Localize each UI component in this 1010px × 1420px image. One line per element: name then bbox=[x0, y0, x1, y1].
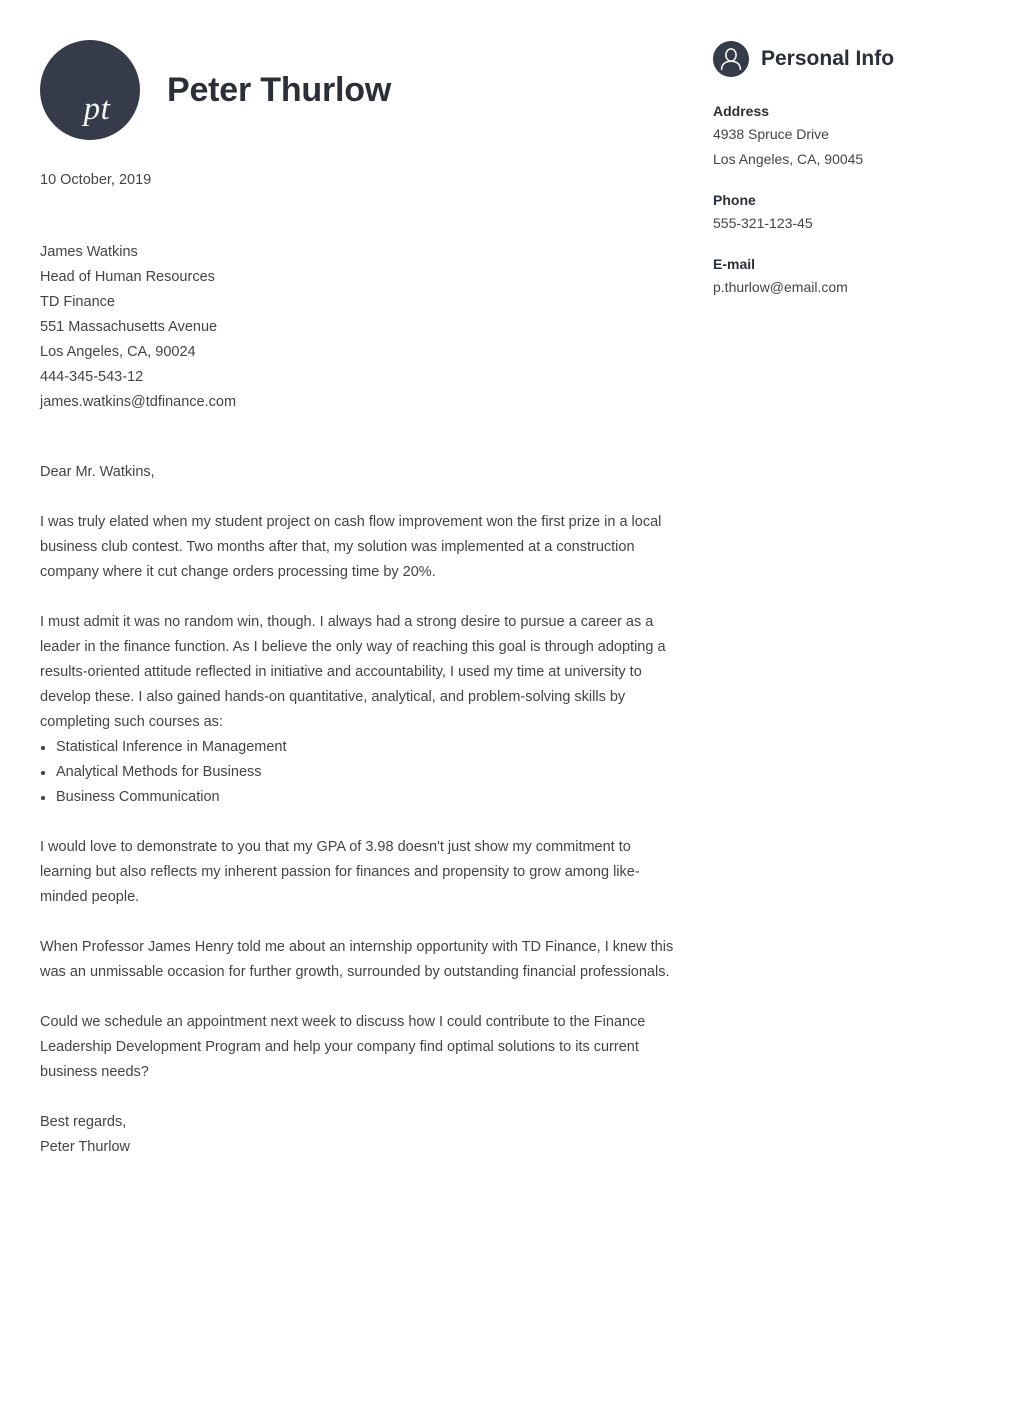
body-paragraph-4: When Professor James Henry told me about an internship opportunity with TD Finance, I knew this was an unmissable occasion for further growth, surrounded by outstanding financial professionals. bbox=[40, 939, 674, 980]
list-item: Business Communication bbox=[40, 785, 674, 810]
page-title: Peter Thurlow bbox=[167, 70, 392, 109]
recipient-line: Los Angeles, CA, 90024 bbox=[40, 344, 196, 360]
letter-date: 10 October, 2019 bbox=[40, 172, 152, 188]
personal-info-heading bbox=[713, 40, 973, 78]
info-label: E-mail bbox=[713, 256, 756, 272]
info-label: Phone bbox=[713, 192, 756, 208]
info-label: Address bbox=[713, 103, 770, 119]
list-item: Analytical Methods for Business bbox=[40, 760, 674, 785]
info-group-phone bbox=[713, 189, 973, 236]
body-paragraph-5: Could we schedule an appointment next week to discuss how I could contribute to the Finance Leadership Development Program and help your company find optimal solutions to its current business needs? bbox=[40, 1014, 646, 1080]
info-value: Los Angeles, CA, 90045 bbox=[713, 151, 864, 167]
recipient-line: 551 Massachusetts Avenue bbox=[40, 319, 218, 335]
recipient-line: james.watkins@tdfinance.com bbox=[40, 394, 237, 410]
body-paragraph-1: I was truly elated when my student project on cash flow improvement won the first prize in a local business club contest. Two months after that, my solution was implemented at a construction company where it cut change orders processing time by 20%. bbox=[40, 514, 662, 580]
signature-name: Peter Thurlow bbox=[40, 1139, 130, 1155]
letter-header bbox=[40, 40, 672, 140]
list-item: Statistical Inference in Management bbox=[40, 735, 674, 760]
avatar-monogram: pt bbox=[83, 91, 111, 127]
recipient-line: TD Finance bbox=[40, 294, 115, 310]
sidebar-title: Personal Info bbox=[761, 47, 895, 70]
info-value: 4938 Spruce Drive bbox=[713, 126, 829, 142]
signoff-block bbox=[40, 1110, 674, 1160]
closing-line: Best regards, bbox=[40, 1114, 127, 1130]
avatar bbox=[40, 40, 140, 140]
letter-body bbox=[40, 170, 674, 1160]
body-paragraph-2: I must admit it was no random win, though. I always had a strong desire to pursue a career as a leader in the finance function. As I believe the only way of reaching this goal is through adopting a results-oriented attitude reflected in initiative and accountability, I used my time at university to develop these. I also gained hands-on quantitative, analytical, and problem-solving skills by completing such courses as: bbox=[40, 614, 666, 730]
course-list bbox=[40, 735, 674, 810]
body-paragraph-3: I would love to demonstrate to you that my GPA of 3.98 doesn't just show my commitment to learning but also reflects my inherent passion for finances and propensity to grow among like-minded people. bbox=[40, 839, 640, 905]
recipient-block bbox=[40, 240, 674, 415]
info-group-address bbox=[713, 100, 973, 172]
recipient-line: James Watkins bbox=[40, 244, 138, 260]
info-value: p.thurlow@email.com bbox=[713, 279, 848, 295]
recipient-line: Head of Human Resources bbox=[40, 269, 215, 285]
salutation: Dear Mr. Watkins, bbox=[40, 464, 155, 480]
personal-info-sidebar bbox=[713, 40, 973, 300]
recipient-line: 444-345-543-12 bbox=[40, 369, 144, 385]
info-value: 555-321-123-45 bbox=[713, 215, 813, 231]
person-icon bbox=[713, 41, 749, 77]
info-group-email bbox=[713, 253, 973, 300]
